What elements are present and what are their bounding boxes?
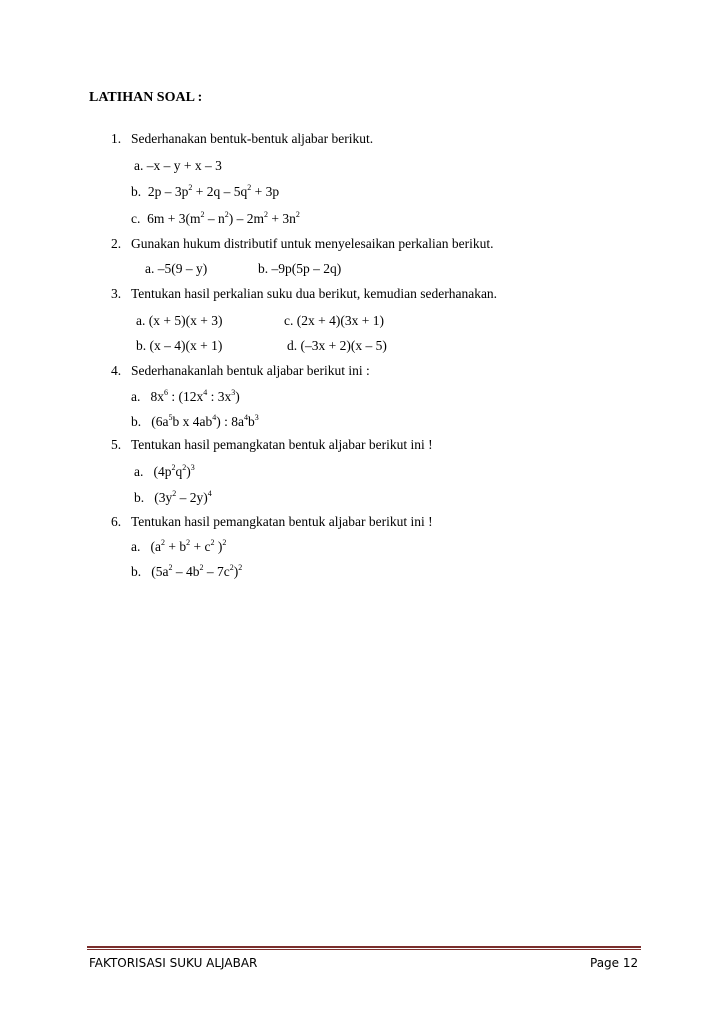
q2-text: Gunakan hukum distributif untuk menyelesaikan perkalian berikut. — [131, 236, 494, 251]
footer-rule-thick — [87, 946, 641, 948]
q1-number: 1. — [111, 131, 122, 146]
q1-option-b: b. $2p - 3p^2 + 2q - 5q^2 + 3p$ — [131, 183, 280, 199]
footer-title: FAKTORISASI SUKU ALJABAR — [89, 956, 258, 970]
q3-option-c: c. (2x + 4)(3x + 1) — [284, 313, 384, 328]
q1-option-a: a. –x – y + x – 3 — [134, 158, 222, 173]
q6-number: 6. — [111, 514, 122, 529]
q5-option-a: a. $(4p^2q^2)^3$ — [134, 463, 195, 479]
q6-option-a: a. ($a^2 + b^2 + c^2$ )$^2$ — [131, 538, 227, 554]
q3-option-b: b. (x – 4)(x + 1) — [136, 338, 223, 353]
q1-text: Sederhanakan bentuk-bentuk aljabar berikut. — [131, 131, 374, 146]
q3-option-d: d. (–3x + 2)(x – 5) — [287, 338, 387, 353]
q2-number: 2. — [111, 236, 122, 251]
q3-number: 3. — [111, 286, 122, 301]
q5-number: 5. — [111, 437, 122, 452]
q6-text: Tentukan hasil pemangkatan bentuk aljabar berikut ini ! — [131, 514, 433, 529]
q5-option-b: b. $(3y^2 - 2y)^4$ — [134, 489, 212, 505]
q1-option-c: c. $6m + 3(m^2 - n^2) - 2m^2 + 3n^2$ — [131, 210, 300, 226]
q3-text: Tentukan hasil perkalian suku dua berikut, kemudian sederhanakan. — [131, 286, 498, 301]
q6-option-b: b. $(5a^2 - 4b^2 - 7c^2)^2$ — [131, 563, 243, 579]
q4-number: 4. — [111, 363, 122, 378]
footer-rule-thin — [87, 949, 641, 950]
q4-option-a: a. $8x^6$ : ($12x^4$ : $3x^3$) — [131, 388, 240, 404]
q4-option-b: b. ($6a^5b$ x $4ab^4$) : $8a^4b^3$ — [131, 413, 259, 429]
q5-text: Tentukan hasil pemangkatan bentuk aljabar berikut ini ! — [131, 437, 433, 452]
page-number: Page 12 — [590, 956, 639, 970]
q2-option-a: a. –5(9 – y) — [145, 261, 208, 276]
q2-option-b: b. –9p(5p – 2q) — [258, 261, 342, 276]
q3-option-a: a. (x + 5)(x + 3) — [136, 313, 223, 328]
q4-text: Sederhanakanlah bentuk aljabar berikut ini : — [131, 363, 370, 378]
page-title: LATIHAN SOAL : — [89, 90, 203, 105]
